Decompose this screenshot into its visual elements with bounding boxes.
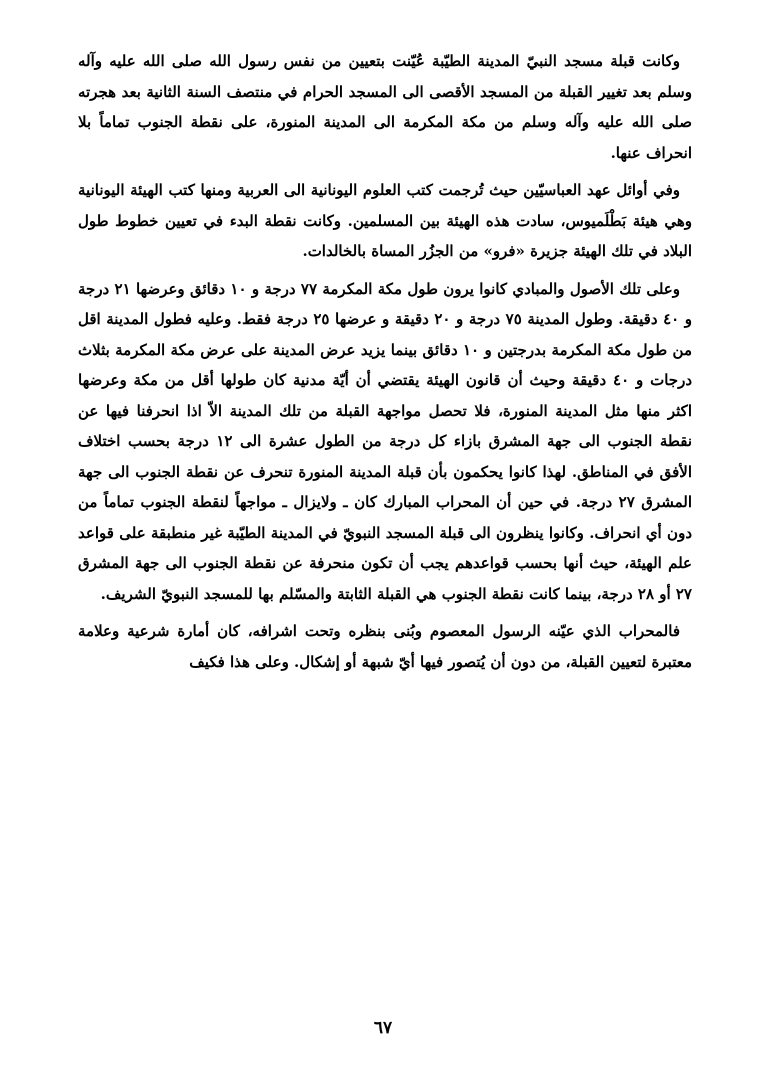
paragraph-qibla-prophet-mosque: وكانت قبلة مسجد النبيّ المدينة الطيّبة عُيّنت بتعيين من نفس رسول الله صلى الله عليه وآله وسلم بعد تغيير القبلة من المسجد الأقصى الى المسجد الحرام في منتصف السنة الثانية بعد هجرته صلى الله عليه وآله وسلم من مكة المكرمة الى المدينة المنورة، على نقطة الجنوب تماماً بلا انحراف عنها. [78, 52, 692, 162]
paragraph-mihrab-sign: فالمحراب الذي عيّنه الرسول المعصوم وبُنى بنظره وتحت اشرافه، كان أمارة شرعية وعلامة معتبرة لتعيين القبلة، من دون أن يُتصور فيها أيّ شبهة أو إشكال. وعلى هذا فكيف [78, 622, 692, 671]
page-number: ٦٧ [373, 1018, 393, 1038]
paragraph-abbasid-astronomy: وفي أوائل عهد العباسيّين حيث تُرجمت كتب العلوم اليونانية الى العربية ومنها كتب الهيئة اليونانية وهي هيئة بَطْلَميوس، سادت هذه الهيئة بين المسلمين. وكانت نقطة البدء في تعيين خطوط طول البلاد في تلك الهيئة جزيرة «فرو» من الجزُر المساة بالخالدات. [78, 181, 692, 260]
paragraph-coordinates-deviation: وعلى تلك الأصول والمبادي كانوا يرون طول مكة المكرمة ٧٧ درجة و ١٠ دقائق وعرضها ٢١ درجة و ٤٠ دقيقة. وطول المدينة ٧٥ درجة و ٢٠ دقيقة و عرضها ٢٥ درجة فقط. وعليه فطول المدينة اقل من طول مكة المكرمة بدرجتين و ١٠ دقائق بينما يزيد عرض المدينة على عرض مكة المكرمة بثلاث درجات و ٤٠ دقيقة وحيث أن قانون الهيئة يقتضي أن أيّة مدنية كان طولها أقل من مكة وعرضها اكثر منها مثل المدينة المنورة، فلا تحصل مواجهة القبلة من تلك المدينة الاّ اذا انحرفنا فيها عن نقطة الجنوب الى جهة المشرق بازاء كل درجة من الطول عشرة الى ١٢ درجة بحسب اختلاف الأفق في المناطق. لهذا كانوا يحكمون بأن قبلة المدينة المنورة تنحرف عن نقطة الجنوب الى جهة المشرق ٢٧ درجة. في حين أن المحراب المبارك كان ـ ولايزال ـ مواجهاً لنقطة الجنوب تماماً من دون أي انحراف. وكانوا ينظرون الى قبلة المسجد النبويّ في المدينة الطيّبة غير منطبقة على قواعد علم الهيئة، حيث أنها بحسب قواعدهم يجب أن تكون منحرفة عن نقطة الجنوب الى جهة المشرق ٢٧ أو ٢٨ درجة، بينما كانت نقطة الجنوب هي القبلة الثابتة والمسّلم بها للمسجد النبويّ الشريف. [78, 279, 693, 603]
body-text [78, 46, 692, 684]
